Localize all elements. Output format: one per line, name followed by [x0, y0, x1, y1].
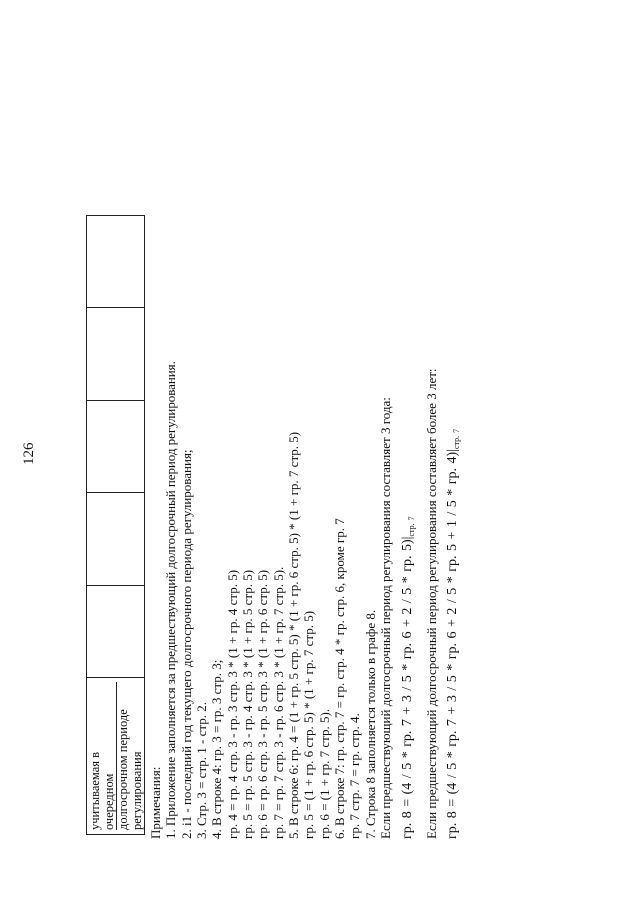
note-line: 1. Приложение заполняется за предшествующий долгосрочный период регулирования.: [163, 361, 179, 839]
note-line: 3. Стр. 3 = стр. 1 - стр. 2.: [194, 702, 210, 839]
notes-heading: Примечания:: [148, 766, 163, 839]
note-line: 5. В строке 6: гр. 4 = (1 + гр. 5 стр. 5) * (1 + гр. 6 стр. 5) * (1 + гр. 7 стр. 5): [286, 431, 302, 839]
formula-text: гр. 8 = (4 / 5 * гр. 7 + 3 / 5 * гр. 6 + 2 / 5 * гр. 5 + 1 / 5 * гр. 4)|: [444, 449, 460, 839]
notes-section: [148, 19, 469, 839]
table-cell: [87, 216, 145, 308]
formula-subscript: стр. 7: [451, 428, 461, 450]
formula-more-than-3-years: [444, 19, 465, 839]
table-cell: [87, 585, 145, 677]
note-line: 4. В строке 4: гр. 3 = гр. 3 стр. 3;: [209, 659, 225, 839]
page-number: 126: [21, 442, 37, 465]
note-line: гр. 7 = гр. 7 стр. 3 - гр. 6 стр. 3 * (1 + гр. 7 стр. 5).: [270, 566, 286, 839]
table-cell: [87, 493, 145, 585]
note-line: гр. 4 = гр. 4 стр. 3 - гр. 3 стр. 3 * (1 + гр. 4 стр. 5): [224, 569, 240, 839]
note-line: Если предшествующий долгосрочный период регулирования составляет более 3 лет:: [423, 368, 439, 839]
cell-line-1: учитываемая в очередном: [89, 682, 117, 830]
formula-text: гр. 8 = (4 / 5 * гр. 7 + 3 / 5 * гр. 6 + 2 / 5 * гр. 5)|: [399, 536, 415, 839]
note-line: гр. 6 = гр. 6 стр. 3 - гр. 5 стр. 3 * (1 + гр. 6 стр. 5): [255, 569, 271, 839]
note-line: 6. В строке 7: гр. стр. 7 = гр. стр. 4 * гр. стр. 6, кроме гр. 7: [332, 518, 348, 839]
note-line: гр. 7 стр. 7 = гр. стр. 4.: [347, 713, 363, 839]
note-line: гр. 5 = (1 + гр. 6 стр. 5) * (1 + гр. 7 стр. 5): [301, 610, 317, 839]
table-cell: [87, 308, 145, 400]
formula-subscript: стр. 7: [406, 516, 416, 537]
data-table: [86, 215, 145, 835]
table-cell-description: [87, 678, 145, 835]
note-line: Если предшествующий долгосрочный период регулирования составляет 3 года:: [378, 397, 394, 839]
formula-3-years: [399, 19, 420, 839]
note-line: 2. i1 - последний год текущего долгосрочного периода регулирования;: [178, 449, 194, 839]
note-line: гр. 5 = гр. 5 стр. 3 - гр. 4 стр. 3 * (1 + гр. 5 стр. 5): [240, 569, 256, 839]
note-line: 7. Строка 8 заполняется только в графе 8.: [362, 609, 378, 839]
note-line: гр. 6 = (1 + гр. 7 стр. 5).: [316, 708, 332, 839]
table-cell: [87, 400, 145, 492]
table-row: [87, 216, 145, 835]
cell-line-2: долгосрочном периоде регулирования: [116, 709, 144, 830]
